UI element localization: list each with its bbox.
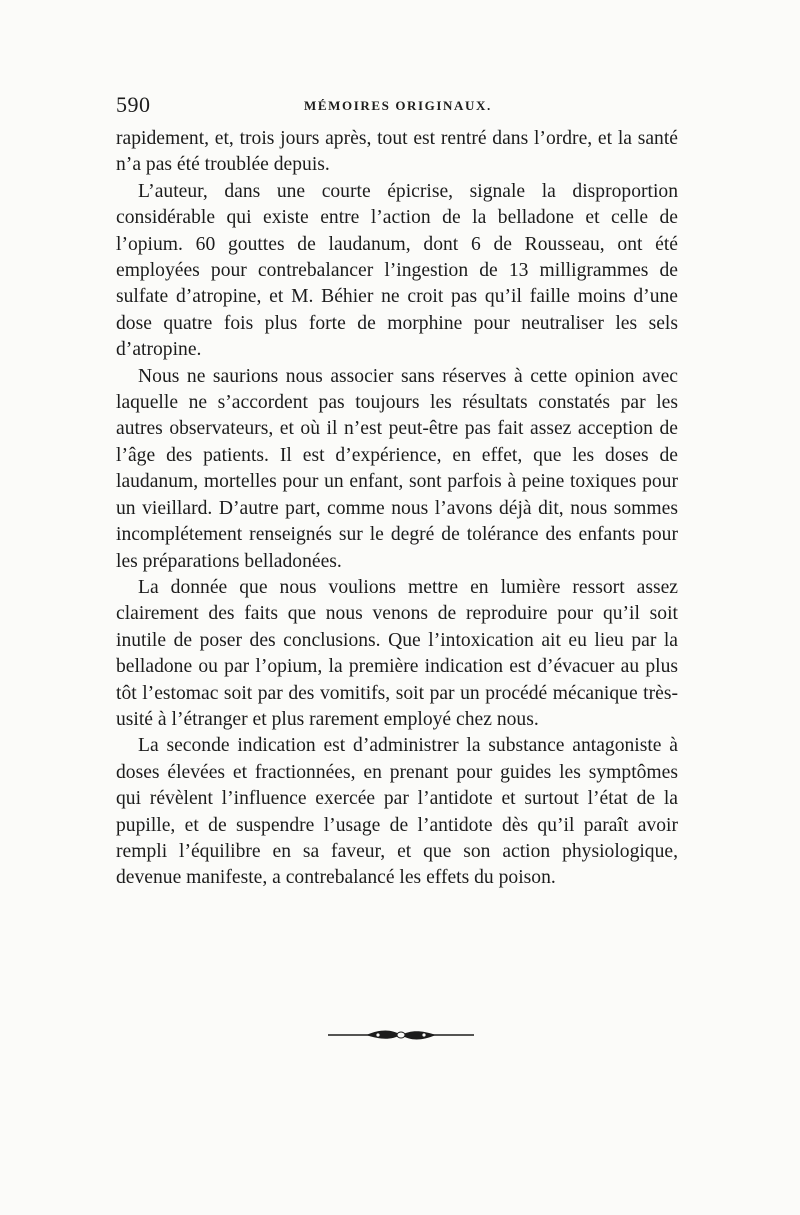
page-number: 590 <box>116 92 151 117</box>
paragraph: Nous ne saurions nous associer sans réserves à cette opinion avec laquelle ne s’accordent pas toujours les résultats constatés par les autres observateurs, et où il n’est peut-être pas fait assez acception de l’âge des patients. Il est d’expérience, en effet, que les doses de laudanum, mortelles pour un enfant, sont parfois à peine toxiques pour un vieillard. D’autre part, comme nous l’avons déjà dit, nous sommes incomplétement renseignés sur le degré de tolérance des enfants pour les préparations belladonées. <box>116 365 678 572</box>
running-head: MÉMOIRES ORIGINAUX. <box>304 98 492 113</box>
body-text <box>116 126 678 892</box>
paragraph: L’auteur, dans une courte épicrise, signale la disproportion considérable qui existe entre l’action de la belladone et celle de l’opium. 60 gouttes de laudanum, dont 6 de Rousseau, ont été employées pour contrebalancer l’ingestion de 13 milligrammes de sulfate d’atropine, et M. Béhier ne croit pas qu’il faille moins d’une dose quatre fois plus forte de morphine pour neutraliser les sels d’atropine. <box>116 180 678 361</box>
tail-piece-ornament <box>326 1028 476 1042</box>
page-header <box>116 92 678 122</box>
paragraph-continuation: rapidement, et, trois jours après, tout est rentré dans l’ordre, et la santé n’a pas été troublée depuis. <box>116 128 678 176</box>
paragraph: La donnée que nous voulions mettre en lumière ressort assez clairement des faits que nous venons de reproduire pour qu’il soit inutile de poser des conclusions. Que l’intoxication ait eu lieu par la belladone ou par l’opium, la première indication est d’évacuer au plus tôt l’estomac soit par des vomitifs, soit par un procédé mécanique très-usité à l’étranger et plus rarement employé chez nous. <box>116 576 678 730</box>
paragraph: La seconde indication est d’administrer la substance antagoniste à doses élevées et fractionnées, en prenant pour guides les symptômes qui révèlent l’influence exercée par l’antidote et surtout l’état de la pupille, et de suspendre l’usage de l’antidote dès qu’il paraît avoir rempli l’équilibre en sa faveur, et que son action physiologique, devenue manifeste, a contrebalancé les effets du poison. <box>116 735 678 889</box>
